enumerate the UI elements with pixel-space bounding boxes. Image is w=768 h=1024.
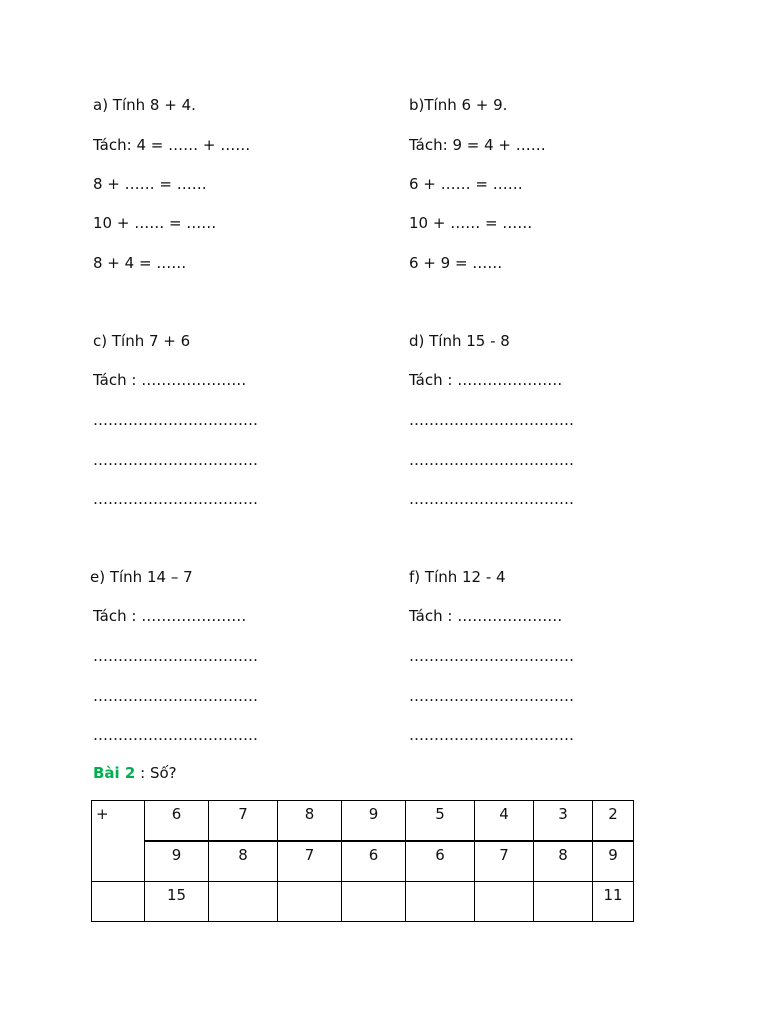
exercise-b-line-4: 6 + 9 = …… <box>409 254 503 272</box>
exercise-e-line-1: Tách : ………………… <box>93 607 247 625</box>
exercise-e-line-2: …………………………… <box>93 647 258 665</box>
exercise-d-line-3: …………………………… <box>409 451 574 469</box>
answer-cell[interactable]: 15 <box>145 882 209 922</box>
addition-table <box>91 800 634 922</box>
row1-cell: 5 <box>406 801 475 842</box>
exercise-d-line-1: Tách : ………………… <box>409 371 563 389</box>
exercise-d-line-4: …………………………… <box>409 490 574 508</box>
exercise-c-line-4: …………………………… <box>93 490 258 508</box>
exercise-b-title: b)Tính 6 + 9. <box>409 96 508 114</box>
bai2-heading <box>93 763 177 783</box>
row1-cell: 6 <box>145 801 209 842</box>
exercise-f-line-4: …………………………… <box>409 726 574 744</box>
exercise-f-title: f) Tính 12 - 4 <box>409 568 506 586</box>
exercise-e-line-4: …………………………… <box>93 726 258 744</box>
answer-cell[interactable] <box>534 882 593 922</box>
row1-cell: 2 <box>593 801 634 842</box>
bai2-label: Bài 2 <box>93 764 136 782</box>
exercise-c-line-1: Tách : ………………… <box>93 371 247 389</box>
bai2-prompt: Số? <box>149 764 177 782</box>
answer-cell[interactable] <box>406 882 475 922</box>
answer-cell[interactable] <box>475 882 534 922</box>
answer-cell[interactable] <box>278 882 342 922</box>
exercise-f-line-3: …………………………… <box>409 687 574 705</box>
exercise-c-line-2: …………………………… <box>93 411 258 429</box>
exercise-b-line-1: Tách: 9 = 4 + …… <box>409 136 546 154</box>
row1-cell: 9 <box>342 801 406 842</box>
operator-cell: + <box>92 801 145 882</box>
row1-cell: 8 <box>278 801 342 842</box>
row2-cell: 8 <box>209 841 278 882</box>
bai2-separator: : <box>135 764 150 782</box>
exercise-e-line-3: …………………………… <box>93 687 258 705</box>
answer-cell[interactable]: 11 <box>593 882 634 922</box>
row1-cell: 7 <box>209 801 278 842</box>
row2-cell: 6 <box>342 841 406 882</box>
exercise-a-line-2: 8 + …… = …… <box>93 175 207 193</box>
answer-cell[interactable] <box>342 882 406 922</box>
row2-cell: 6 <box>406 841 475 882</box>
exercise-a-title: a) Tính 8 + 4. <box>93 96 196 114</box>
row1-cell: 3 <box>534 801 593 842</box>
exercise-a-line-4: 8 + 4 = …… <box>93 254 187 272</box>
table-row-2 <box>92 841 634 882</box>
exercise-b-line-3: 10 + …… = …… <box>409 214 533 232</box>
answer-cell[interactable] <box>209 882 278 922</box>
exercise-f-line-2: …………………………… <box>409 647 574 665</box>
row1-cell: 4 <box>475 801 534 842</box>
exercise-a-line-1: Tách: 4 = …… + …… <box>93 136 251 154</box>
row2-cell: 7 <box>475 841 534 882</box>
row2-cell: 9 <box>593 841 634 882</box>
exercise-d-title: d) Tính 15 - 8 <box>409 332 510 350</box>
row2-cell: 9 <box>145 841 209 882</box>
table-row-1 <box>92 801 634 842</box>
row3-blank-cell <box>92 882 145 922</box>
row2-cell: 8 <box>534 841 593 882</box>
exercise-d-line-2: …………………………… <box>409 411 574 429</box>
exercise-a-line-3: 10 + …… = …… <box>93 214 217 232</box>
exercise-f-line-1: Tách : ………………… <box>409 607 563 625</box>
table-row-3 <box>92 882 634 922</box>
exercise-c-line-3: …………………………… <box>93 451 258 469</box>
exercise-b-line-2: 6 + …… = …… <box>409 175 523 193</box>
exercise-e-title: e) Tính 14 – 7 <box>90 568 193 586</box>
exercise-c-title: c) Tính 7 + 6 <box>93 332 191 350</box>
row2-cell: 7 <box>278 841 342 882</box>
